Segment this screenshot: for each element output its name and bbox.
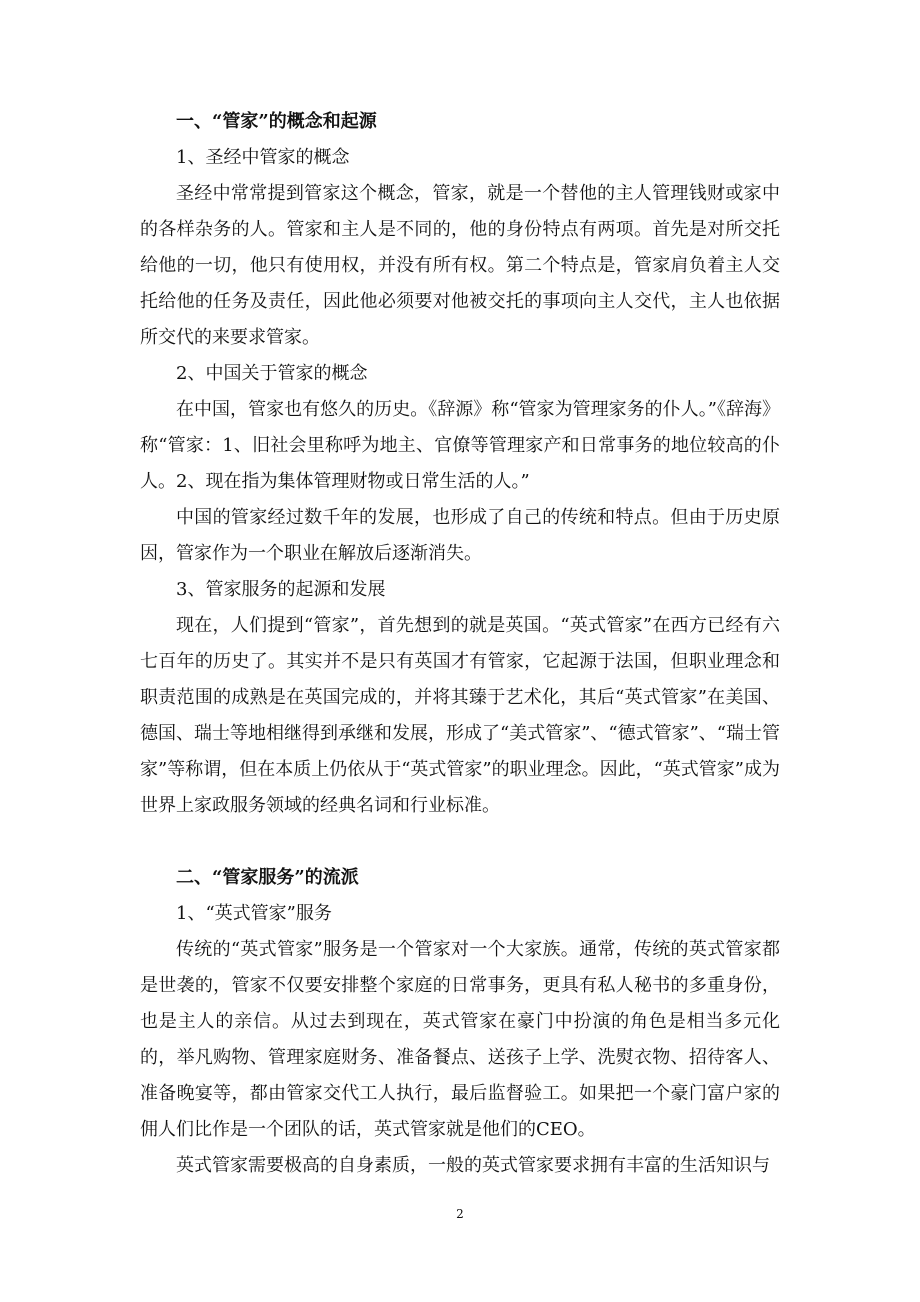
paragraph: 在中国，管家也有悠久的历史。《辞源》称“管家为管理家务的仆人。”《辞海》称“管家：1、旧社会里称呼为地主、官僚等管理家产和日常事务的地位较高的仆人。2、现在指为集体管理财物或日常生活的人。” <box>140 399 780 492</box>
section-title-1: 一、“管家”的概念和起源 <box>176 111 377 132</box>
section-title-2: 二、“管家服务”的流派 <box>176 867 359 888</box>
section-spacer <box>140 824 780 860</box>
subsection-heading: 2、中国关于管家的概念 <box>176 363 368 384</box>
subsection-heading: 3、管家服务的起源和发展 <box>176 579 386 600</box>
paragraph: 英式管家需要极高的自身素质，一般的英式管家要求拥有丰富的生活知识与 <box>176 1155 770 1176</box>
paragraph: 中国的管家经过数千年的发展，也形成了自己的传统和特点。但由于历史原因，管家作为一个职业在解放后逐渐消失。 <box>140 507 780 564</box>
paragraph: 圣经中常常提到管家这个概念，管家，就是一个替他的主人管理钱财或家中的各样杂务的人。管家和主人是不同的，他的身份特点有两项。首先是对所交托给他的一切，他只有使用权，并没有所有权。第二个特点是，管家肩负着主人交托给他的任务及责任，因此他必须要对他被交托的事项向主人交代，主人也依据所交代的来要求管家。 <box>140 183 780 348</box>
paragraph: 现在，人们提到“管家”，首先想到的就是英国。“英式管家”在西方已经有六七百年的历史了。其实并不是只有英国才有管家，它起源于法国，但职业理念和职责范围的成熟是在英国完成的，并将其臻于艺术化，其后“英式管家”在美国、德国、瑞士等地相继得到承继和发展，形成了“美式管家”、“德式管家”、“瑞士管家”等称谓，但在本质上仍依从于“英式管家”的职业理念。因此，“英式管家”成为世界上家政服务领域的经典名词和行业标准。 <box>140 615 781 816</box>
paragraph: 传统的“英式管家”服务是一个管家对一个大家族。通常，传统的英式管家都是世袭的，管家不仅要安排整个家庭的日常事务，更具有私人秘书的多重身份，也是主人的亲信。从过去到现在，英式管家在豪门中扮演的角色是相当多元化的，举凡购物、管理家庭财务、准备餐点、送孩子上学、洗熨衣物、招待客人、准备晚宴等，都由管家交代工人执行，最后监督验工。如果把一个豪门富户家的佣人们比作是一个团队的话，英式管家就是他们的CEO。 <box>140 939 780 1140</box>
document-body <box>140 104 780 1184</box>
page-number: 2 <box>456 1207 464 1221</box>
subsection-heading: 1、圣经中管家的概念 <box>176 147 350 168</box>
subsection-heading: 1、“英式管家”服务 <box>176 903 332 924</box>
